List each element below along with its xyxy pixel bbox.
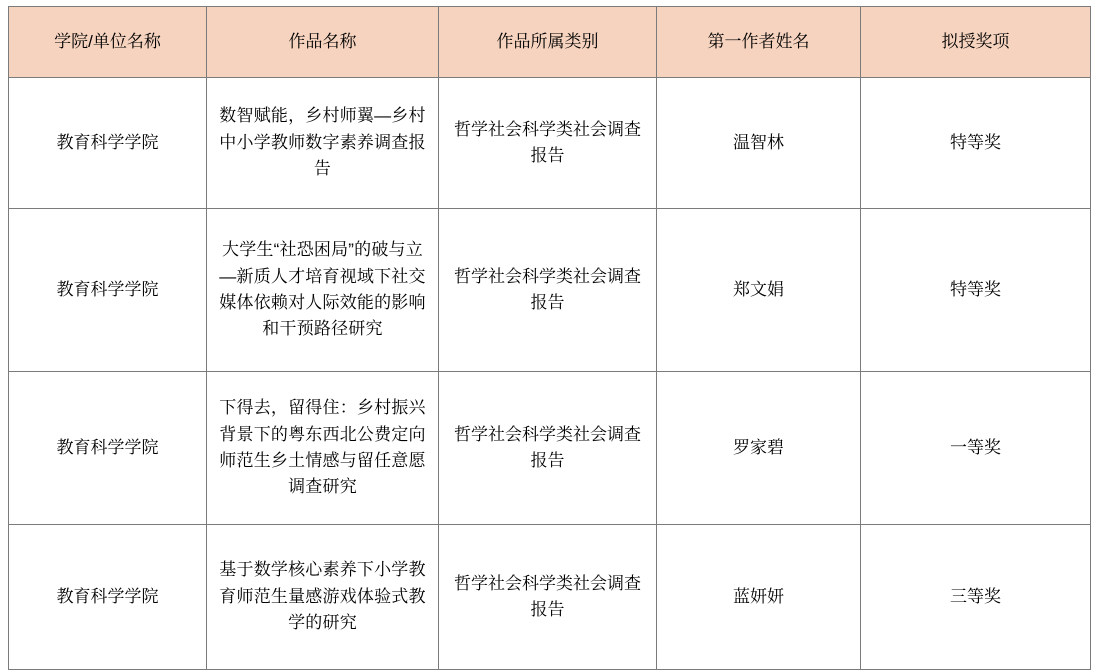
- cell-unit: 教育科学学院: [9, 209, 207, 372]
- cell-unit: 教育科学学院: [9, 372, 207, 525]
- cell-award: 特等奖: [861, 209, 1091, 372]
- column-header-award: 拟授奖项: [861, 7, 1091, 78]
- table-header-row: [9, 7, 1091, 78]
- cell-author: 罗家碧: [657, 372, 861, 525]
- column-header-title: 作品名称: [207, 7, 439, 78]
- cell-author: 温智林: [657, 78, 861, 209]
- column-header-category: 作品所属类别: [439, 7, 657, 78]
- table-row: [9, 525, 1091, 670]
- table-row: [9, 78, 1091, 209]
- award-table: [8, 6, 1091, 670]
- cell-award: 三等奖: [861, 525, 1091, 670]
- cell-award: 一等奖: [861, 372, 1091, 525]
- cell-title: 基于数学核心素养下小学教育师范生量感游戏体验式教学的研究: [207, 525, 439, 670]
- cell-category: 哲学社会科学类社会调查报告: [439, 372, 657, 525]
- column-header-unit: 学院/单位名称: [9, 7, 207, 78]
- cell-title: 大学生“社恐困局”的破与立—新质人才培育视域下社交媒体依赖对人际效能的影响和干预路径研究: [207, 209, 439, 372]
- cell-category: 哲学社会科学类社会调查报告: [439, 209, 657, 372]
- cell-unit: 教育科学学院: [9, 78, 207, 209]
- cell-unit: 教育科学学院: [9, 525, 207, 670]
- table-row: [9, 209, 1091, 372]
- cell-author: 蓝妍妍: [657, 525, 861, 670]
- cell-award: 特等奖: [861, 78, 1091, 209]
- cell-title: 数智赋能，乡村师翼—乡村中小学教师数字素养调查报告: [207, 78, 439, 209]
- table-header: [9, 7, 1091, 78]
- cell-title: 下得去，留得住：乡村振兴背景下的粤东西北公费定向师范生乡土情感与留任意愿调查研究: [207, 372, 439, 525]
- cell-category: 哲学社会科学类社会调查报告: [439, 78, 657, 209]
- column-header-author: 第一作者姓名: [657, 7, 861, 78]
- cell-author: 郑文娟: [657, 209, 861, 372]
- cell-category: 哲学社会科学类社会调查报告: [439, 525, 657, 670]
- table-body: [9, 78, 1091, 670]
- table-row: [9, 372, 1091, 525]
